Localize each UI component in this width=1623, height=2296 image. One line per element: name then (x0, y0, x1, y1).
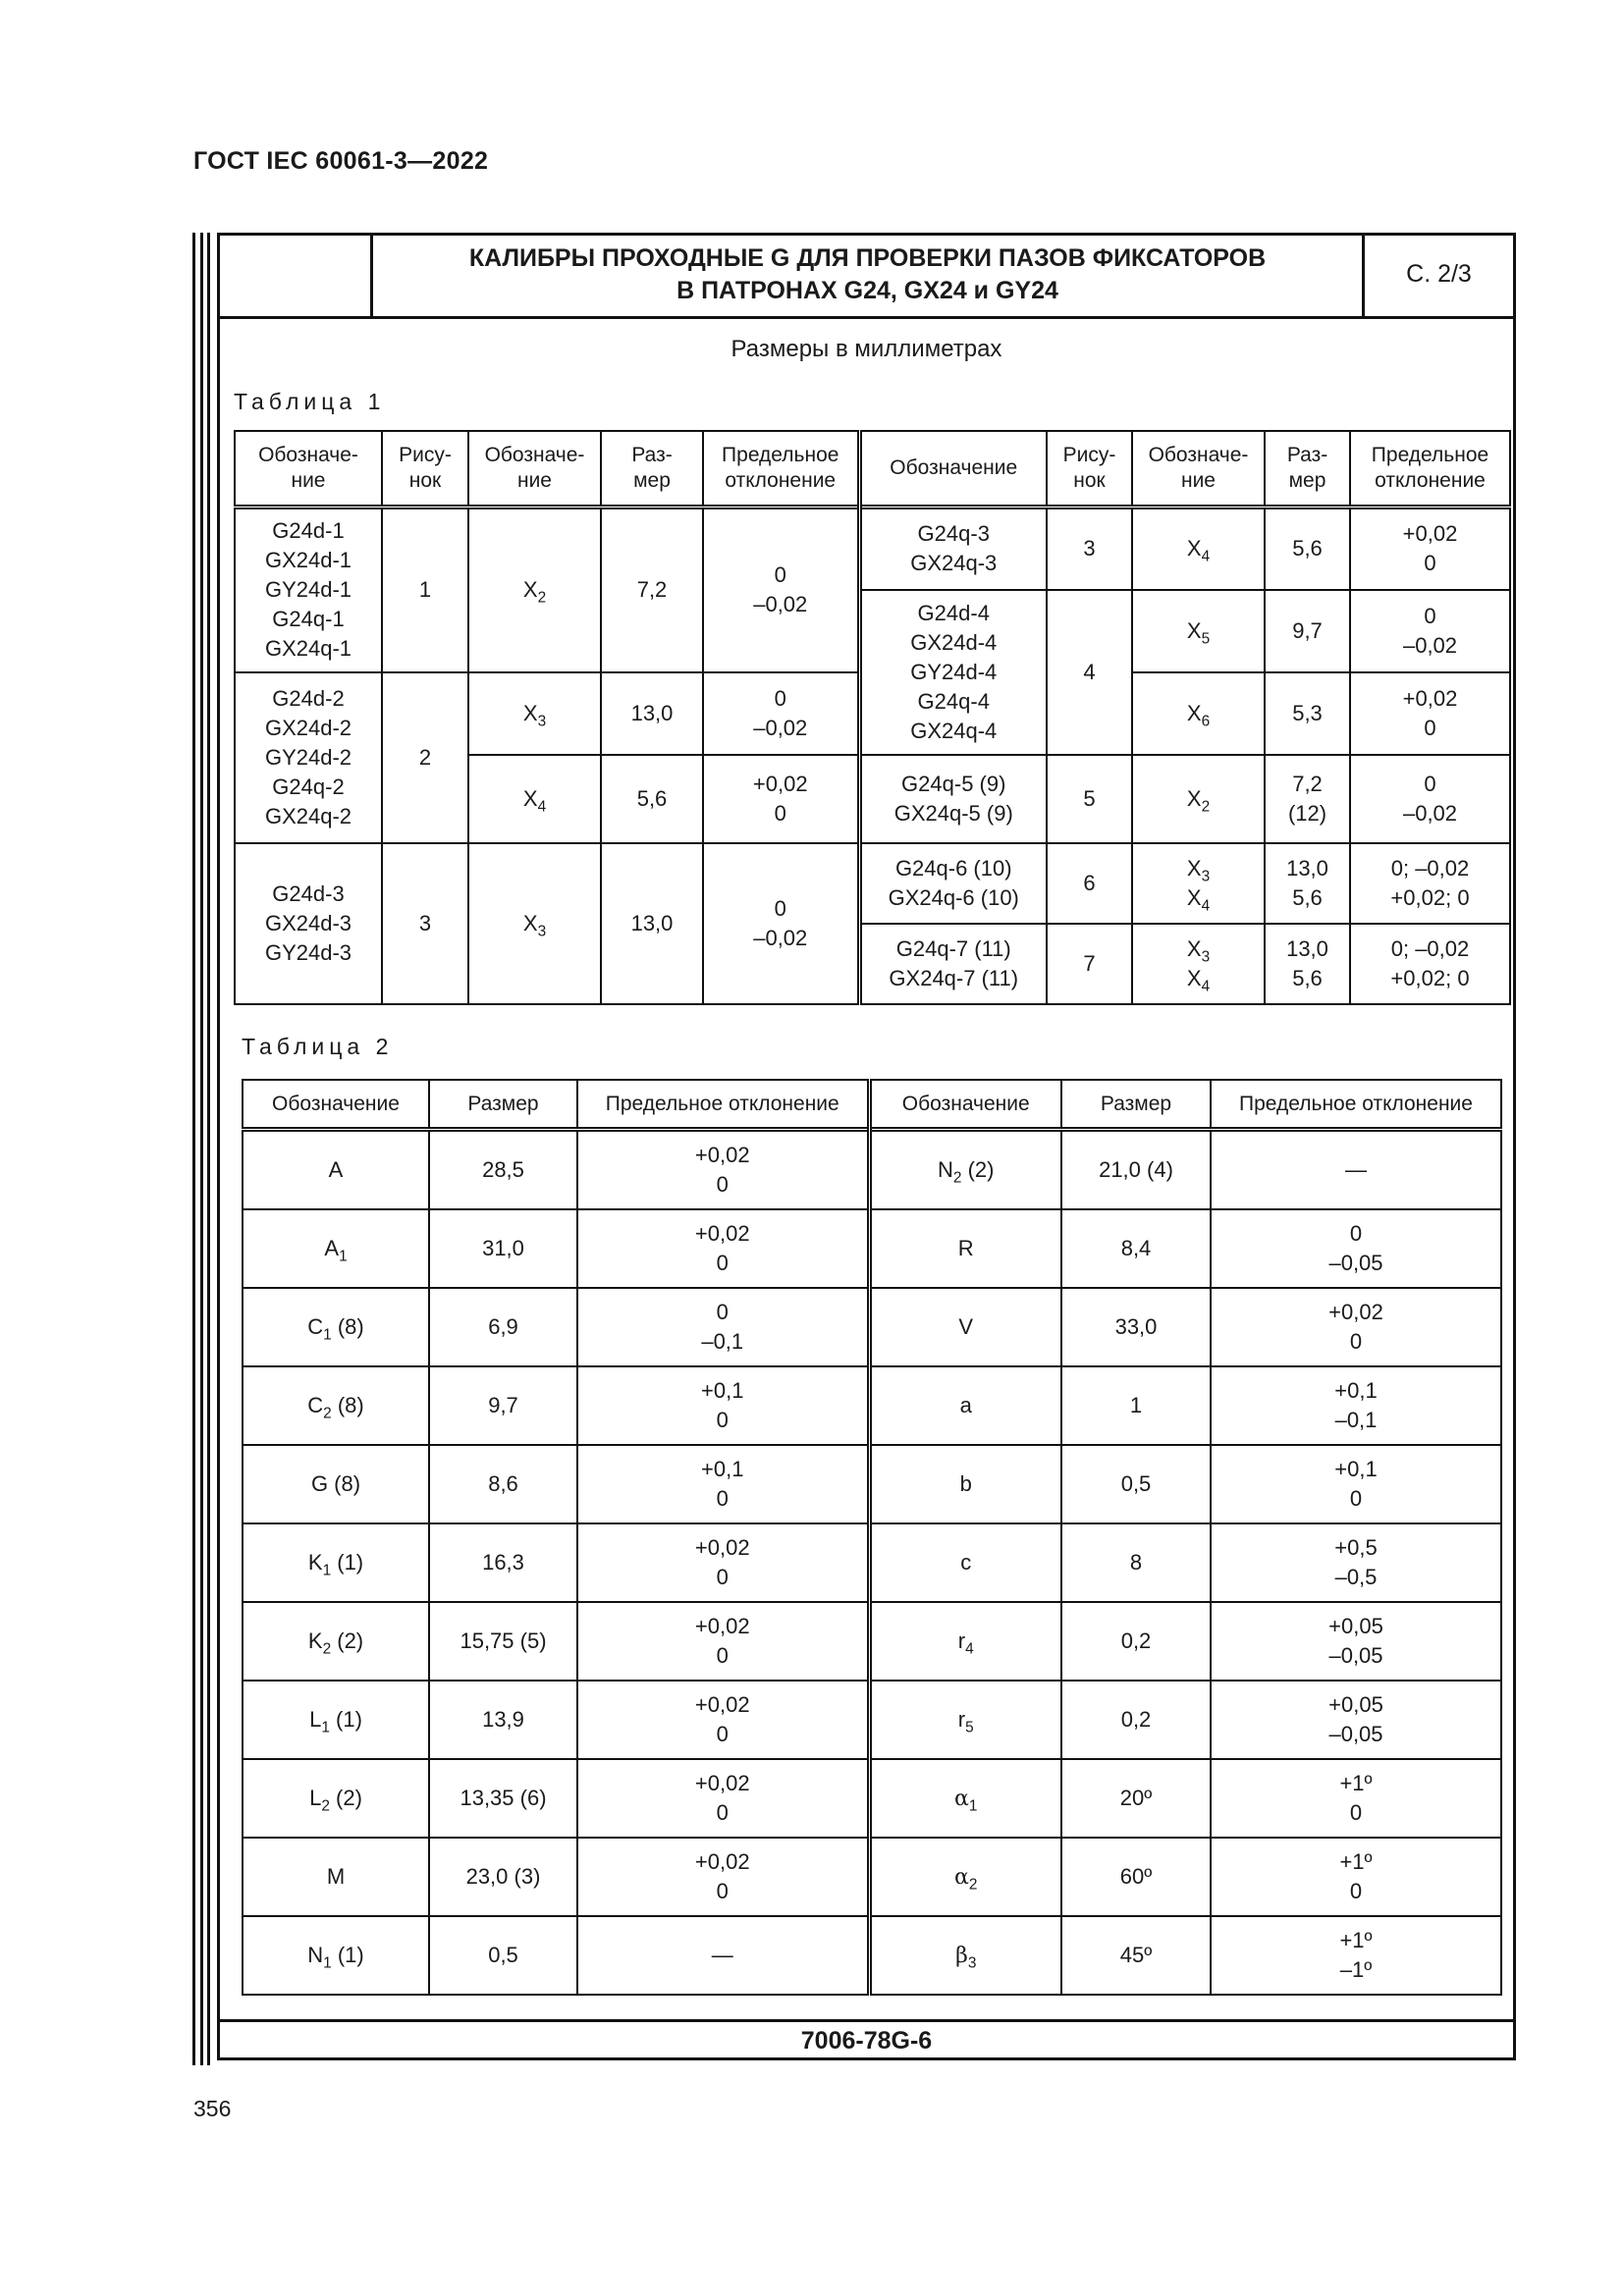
size-cell: 8,6 (429, 1445, 577, 1523)
dimension-symbol: X (1186, 855, 1202, 881)
figure-cell: 6 (1047, 843, 1132, 924)
designation-subscript: 1 (968, 1796, 978, 1814)
table2-header-cell: Размер (1061, 1080, 1211, 1130)
table1-header-cell: Раз- мер (601, 431, 703, 507)
designation-cell (869, 1681, 1061, 1759)
binding-line (192, 233, 195, 2065)
table2-header-row (243, 1080, 1501, 1130)
designation-cell (243, 1916, 429, 1995)
designation-subscript: 1 (339, 1248, 348, 1265)
designation-cell (243, 1681, 429, 1759)
figure-cell: 1 (382, 507, 468, 672)
table2-caption: Таблица 2 (242, 1034, 394, 1059)
dimension-cell (468, 672, 601, 755)
size-cell: 1 (1061, 1366, 1211, 1445)
tolerance-cell: +0,1 0 (1211, 1445, 1501, 1523)
tolerance-cell: +0,02 0 (577, 1130, 869, 1210)
size-cell: 23,0 (3) (429, 1838, 577, 1916)
dimension-cell (1132, 755, 1265, 843)
table2-header-cell: Обозначение (869, 1080, 1061, 1130)
dimension-cell (1132, 507, 1265, 590)
tolerance-cell: +0,02 0 (577, 1759, 869, 1838)
dimension-symbol: X (1186, 884, 1202, 910)
table2 (242, 1079, 1502, 1996)
designation-note: (2) (961, 1157, 995, 1182)
designation-symbol: r (957, 1707, 966, 1732)
document-header: ГОСТ IEC 60061-3—2022 (193, 147, 489, 175)
tolerance-cell: +1º 0 (1211, 1759, 1501, 1838)
dimension-subscript: 3 (1201, 947, 1211, 965)
table2-row (243, 1288, 1501, 1366)
designation-cell: G24d-2 GX24d-2 GY24d-2 G24q-2 GX24q-2 (235, 672, 382, 843)
designation-cell: G24q-7 (11) GX24q-7 (11) (859, 924, 1047, 1004)
dimension-subscript: 3 (537, 712, 547, 729)
designation-symbol: A (328, 1157, 344, 1182)
table2-row (243, 1366, 1501, 1445)
sheet-title (373, 233, 1365, 316)
tolerance-cell: 0 –0,1 (577, 1288, 869, 1366)
size-cell: 9,7 (1265, 590, 1350, 672)
dimension-symbol: X (1186, 700, 1202, 725)
dimension-symbol: X (522, 910, 538, 935)
dimension-symbol: X (1186, 617, 1202, 643)
tolerance-cell: +0,02 0 (577, 1838, 869, 1916)
designation-cell (869, 1916, 1061, 1995)
figure-cell: 4 (1047, 590, 1132, 755)
dimension-subscript: 5 (1201, 629, 1211, 647)
table1 (234, 430, 1511, 1005)
table2-row (243, 1916, 1501, 1995)
designation-cell (869, 1366, 1061, 1445)
tolerance-cell: — (577, 1916, 869, 1995)
dimension-subscript: 4 (1201, 896, 1211, 914)
table2-row (243, 1130, 1501, 1210)
designation-symbol: N (307, 1943, 324, 1967)
tolerance-cell: 0 –0,02 (703, 672, 859, 755)
designation-cell: G24q-5 (9) GX24q-5 (9) (859, 755, 1047, 843)
designation-cell (869, 1838, 1061, 1916)
dimension-symbol: X (522, 577, 538, 603)
tolerance-cell: +0,1 0 (577, 1366, 869, 1445)
tolerance-cell: 0 –0,02 (703, 843, 859, 1004)
designation-cell: G24q-3 GX24q-3 (859, 507, 1047, 590)
size-cell: 5,3 (1265, 672, 1350, 755)
tolerance-cell: +0,02 0 (1350, 672, 1510, 755)
title-block (217, 233, 1516, 319)
dimension-subscript: 4 (1201, 548, 1211, 565)
size-cell: 7,2 (12) (1265, 755, 1350, 843)
figure-cell: 2 (382, 672, 468, 843)
size-cell: 16,3 (429, 1523, 577, 1602)
table1-header-cell: Предельное отклонение (1350, 431, 1510, 507)
designation-symbol: K (307, 1550, 323, 1575)
designation-symbol: C (307, 1314, 324, 1339)
tolerance-cell: +0,02 0 (577, 1209, 869, 1288)
table1-row (235, 507, 1510, 590)
table2-row (243, 1523, 1501, 1602)
dimension-subscript: 3 (1201, 867, 1211, 884)
figure-cell: 3 (1047, 507, 1132, 590)
designation-symbol: α (954, 1864, 969, 1890)
designation-cell (243, 1523, 429, 1602)
dimension-subscript: 2 (537, 589, 547, 607)
size-cell: 20º (1061, 1759, 1211, 1838)
size-cell: 13,0 (601, 672, 703, 755)
size-cell: 31,0 (429, 1209, 577, 1288)
table1-header-cell: Обозначение (859, 431, 1047, 507)
table2-row (243, 1209, 1501, 1288)
size-cell: 0,2 (1061, 1602, 1211, 1681)
size-cell: 13,0 5,6 (1265, 924, 1350, 1004)
table1-caption: Таблица 1 (234, 389, 386, 414)
table1-header-row (235, 431, 1510, 507)
designation-note: (8) (331, 1314, 364, 1339)
designation-subscript: 1 (321, 1719, 330, 1736)
designation-symbol: R (957, 1236, 974, 1260)
designation-cell (243, 1130, 429, 1210)
table2-row (243, 1681, 1501, 1759)
designation-symbol: K (307, 1629, 323, 1653)
dimension-symbol: X (1186, 785, 1202, 811)
designation-note: (8) (331, 1393, 364, 1417)
dimension-subscript: 4 (537, 797, 547, 815)
table1-header-cell: Обозначе- ние (468, 431, 601, 507)
dimension-subscript: 3 (537, 922, 547, 939)
designation-note: (2) (331, 1629, 364, 1653)
size-cell: 8,4 (1061, 1209, 1211, 1288)
figure-cell: 7 (1047, 924, 1132, 1004)
designation-symbol: b (959, 1471, 972, 1496)
dimension-symbol: X (1186, 965, 1202, 990)
size-cell: 33,0 (1061, 1288, 1211, 1366)
size-cell: 0,2 (1061, 1681, 1211, 1759)
tolerance-cell: 0 –0,02 (1350, 755, 1510, 843)
size-cell: 13,35 (6) (429, 1759, 577, 1838)
size-cell: 15,75 (5) (429, 1602, 577, 1681)
designation-cell (869, 1759, 1061, 1838)
binding-line (207, 233, 210, 2065)
designation-cell (869, 1209, 1061, 1288)
dimension-symbol: X (1186, 536, 1202, 561)
designation-symbol: L (309, 1707, 322, 1732)
designation-cell: G24d-4 GX24d-4 GY24d-4 G24q-4 GX24q-4 (859, 590, 1047, 755)
designation-cell (869, 1130, 1061, 1210)
size-cell: 0,5 (1061, 1445, 1211, 1523)
size-cell: 45º (1061, 1916, 1211, 1995)
size-cell: 0,5 (429, 1916, 577, 1995)
designation-note: (1) (331, 1943, 364, 1967)
sheet-number: С. 2/3 (1406, 260, 1472, 288)
designation-cell (869, 1445, 1061, 1523)
designation-subscript: 1 (323, 1954, 332, 1972)
units-note: Размеры в миллиметрах (730, 336, 1002, 362)
tolerance-cell: +0,05 –0,05 (1211, 1602, 1501, 1681)
tolerance-cell: +1º 0 (1211, 1838, 1501, 1916)
table1-header-cell: Обозначе- ние (1132, 431, 1265, 507)
designation-cell (243, 1366, 429, 1445)
dimension-cell (1132, 924, 1265, 1004)
tolerance-cell: — (1211, 1130, 1501, 1210)
figure-cell: 5 (1047, 755, 1132, 843)
designation-subscript: 1 (323, 1326, 332, 1344)
designation-cell (243, 1759, 429, 1838)
size-cell: 5,6 (601, 755, 703, 843)
table1-header-cell: Рису- нок (382, 431, 468, 507)
dimension-symbol: X (1186, 935, 1202, 961)
dimension-cell (468, 843, 601, 1004)
table1-header-cell: Раз- мер (1265, 431, 1350, 507)
designation-subscript: 3 (967, 1953, 977, 1971)
tolerance-cell: +0,1 0 (577, 1445, 869, 1523)
dimension-cell (1132, 843, 1265, 924)
designation-symbol: r (957, 1629, 966, 1653)
designation-symbol: c (960, 1550, 972, 1575)
tolerance-cell: +1º –1º (1211, 1916, 1501, 1995)
size-cell: 13,0 (601, 843, 703, 1004)
tolerance-cell: 0 –0,05 (1211, 1209, 1501, 1288)
table1-header-cell: Рису- нок (1047, 431, 1132, 507)
dimension-subscript: 6 (1201, 712, 1211, 729)
designation-symbol: α (954, 1786, 969, 1811)
table2-row (243, 1759, 1501, 1838)
designation-subscript: 2 (323, 1405, 332, 1422)
tolerance-cell: 0; –0,02 +0,02; 0 (1350, 843, 1510, 924)
designation-note: (1) (331, 1550, 364, 1575)
designation-subscript: 1 (322, 1562, 332, 1579)
table2-header-cell: Размер (429, 1080, 577, 1130)
dimension-subscript: 4 (1201, 977, 1211, 994)
table2-row (243, 1445, 1501, 1523)
designation-note: (2) (329, 1786, 362, 1810)
title-block-empty-cell (217, 233, 373, 316)
dimension-cell (468, 755, 601, 843)
tolerance-cell: +0,02 0 (577, 1523, 869, 1602)
tolerance-cell: +0,1 –0,1 (1211, 1366, 1501, 1445)
designation-cell (243, 1288, 429, 1366)
table2-header-cell: Предельное отклонение (1211, 1080, 1501, 1130)
table1-header-cell: Обозначе- ние (235, 431, 382, 507)
tolerance-cell: +0,02 0 (577, 1681, 869, 1759)
designation-subscript: 4 (965, 1640, 974, 1658)
designation-subscript: 2 (968, 1875, 978, 1893)
size-cell: 21,0 (4) (1061, 1130, 1211, 1210)
designation-cell (243, 1838, 429, 1916)
table1-header-cell: Предельное отклонение (703, 431, 859, 507)
dimension-symbol: X (522, 785, 538, 811)
tolerance-cell: +0,02 0 (577, 1602, 869, 1681)
table2-row (243, 1838, 1501, 1916)
size-cell: 60º (1061, 1838, 1211, 1916)
size-cell: 8 (1061, 1523, 1211, 1602)
designation-symbol: N (938, 1157, 953, 1182)
designation-symbol: V (958, 1314, 974, 1339)
tolerance-cell: 0; –0,02 +0,02; 0 (1350, 924, 1510, 1004)
document-code: 7006-78G-6 (800, 2027, 933, 2055)
page-number: 356 (193, 2096, 232, 2121)
tolerance-cell: +0,02 0 (1211, 1288, 1501, 1366)
designation-subscript: 2 (952, 1169, 962, 1187)
table1-row (235, 843, 1510, 924)
size-cell: 9,7 (429, 1366, 577, 1445)
dimension-subscript: 2 (1201, 797, 1211, 815)
dimension-cell (468, 507, 601, 672)
tolerance-cell: +0,02 0 (703, 755, 859, 843)
designation-cell (243, 1209, 429, 1288)
tolerance-cell: +0,02 0 (1350, 507, 1510, 590)
dimension-cell (1132, 590, 1265, 672)
designation-cell (869, 1602, 1061, 1681)
figure-cell: 3 (382, 843, 468, 1004)
tolerance-cell: 0 –0,02 (1350, 590, 1510, 672)
size-cell: 5,6 (1265, 507, 1350, 590)
sheet-title-line: КАЛИБРЫ ПРОХОДНЫЕ G ДЛЯ ПРОВЕРКИ ПАЗОВ ФИКСАТОРОВ (468, 243, 1267, 272)
size-cell: 13,0 5,6 (1265, 843, 1350, 924)
tolerance-cell: +0,05 –0,05 (1211, 1681, 1501, 1759)
dimension-symbol: X (522, 700, 538, 725)
designation-symbol: C (307, 1393, 324, 1417)
size-cell: 6,9 (429, 1288, 577, 1366)
table2-row (243, 1602, 1501, 1681)
designation-cell: G24q-6 (10) GX24q-6 (10) (859, 843, 1047, 924)
designation-symbol: β (955, 1943, 968, 1968)
designation-symbol: A (324, 1236, 340, 1260)
designation-cell: G24d-3 GX24d-3 GY24d-3 (235, 843, 382, 1004)
tolerance-cell: 0 –0,02 (703, 507, 859, 672)
designation-symbol: G (8) (310, 1471, 361, 1496)
designation-cell (869, 1523, 1061, 1602)
size-cell: 28,5 (429, 1130, 577, 1210)
table2-header-cell: Обозначение (243, 1080, 429, 1130)
designation-note: (1) (329, 1707, 362, 1732)
designation-cell (243, 1445, 429, 1523)
tolerance-cell: +0,5 –0,5 (1211, 1523, 1501, 1602)
dimension-cell (1132, 672, 1265, 755)
designation-cell (869, 1288, 1061, 1366)
size-cell: 13,9 (429, 1681, 577, 1759)
binding-line (200, 233, 203, 2065)
designation-cell (243, 1602, 429, 1681)
sheet-title-line: В ПАТРОНАХ G24, GX24 и GY24 (676, 276, 1058, 304)
designation-cell: G24d-1 GX24d-1 GY24d-1 G24q-1 GX24q-1 (235, 507, 382, 672)
designation-symbol: M (326, 1864, 346, 1889)
designation-symbol: a (959, 1393, 972, 1417)
size-cell: 7,2 (601, 507, 703, 672)
designation-subscript: 2 (322, 1640, 332, 1658)
designation-subscript: 5 (965, 1719, 974, 1736)
designation-symbol: L (309, 1786, 322, 1810)
table2-header-cell: Предельное отклонение (577, 1080, 869, 1130)
designation-subscript: 2 (321, 1797, 330, 1815)
